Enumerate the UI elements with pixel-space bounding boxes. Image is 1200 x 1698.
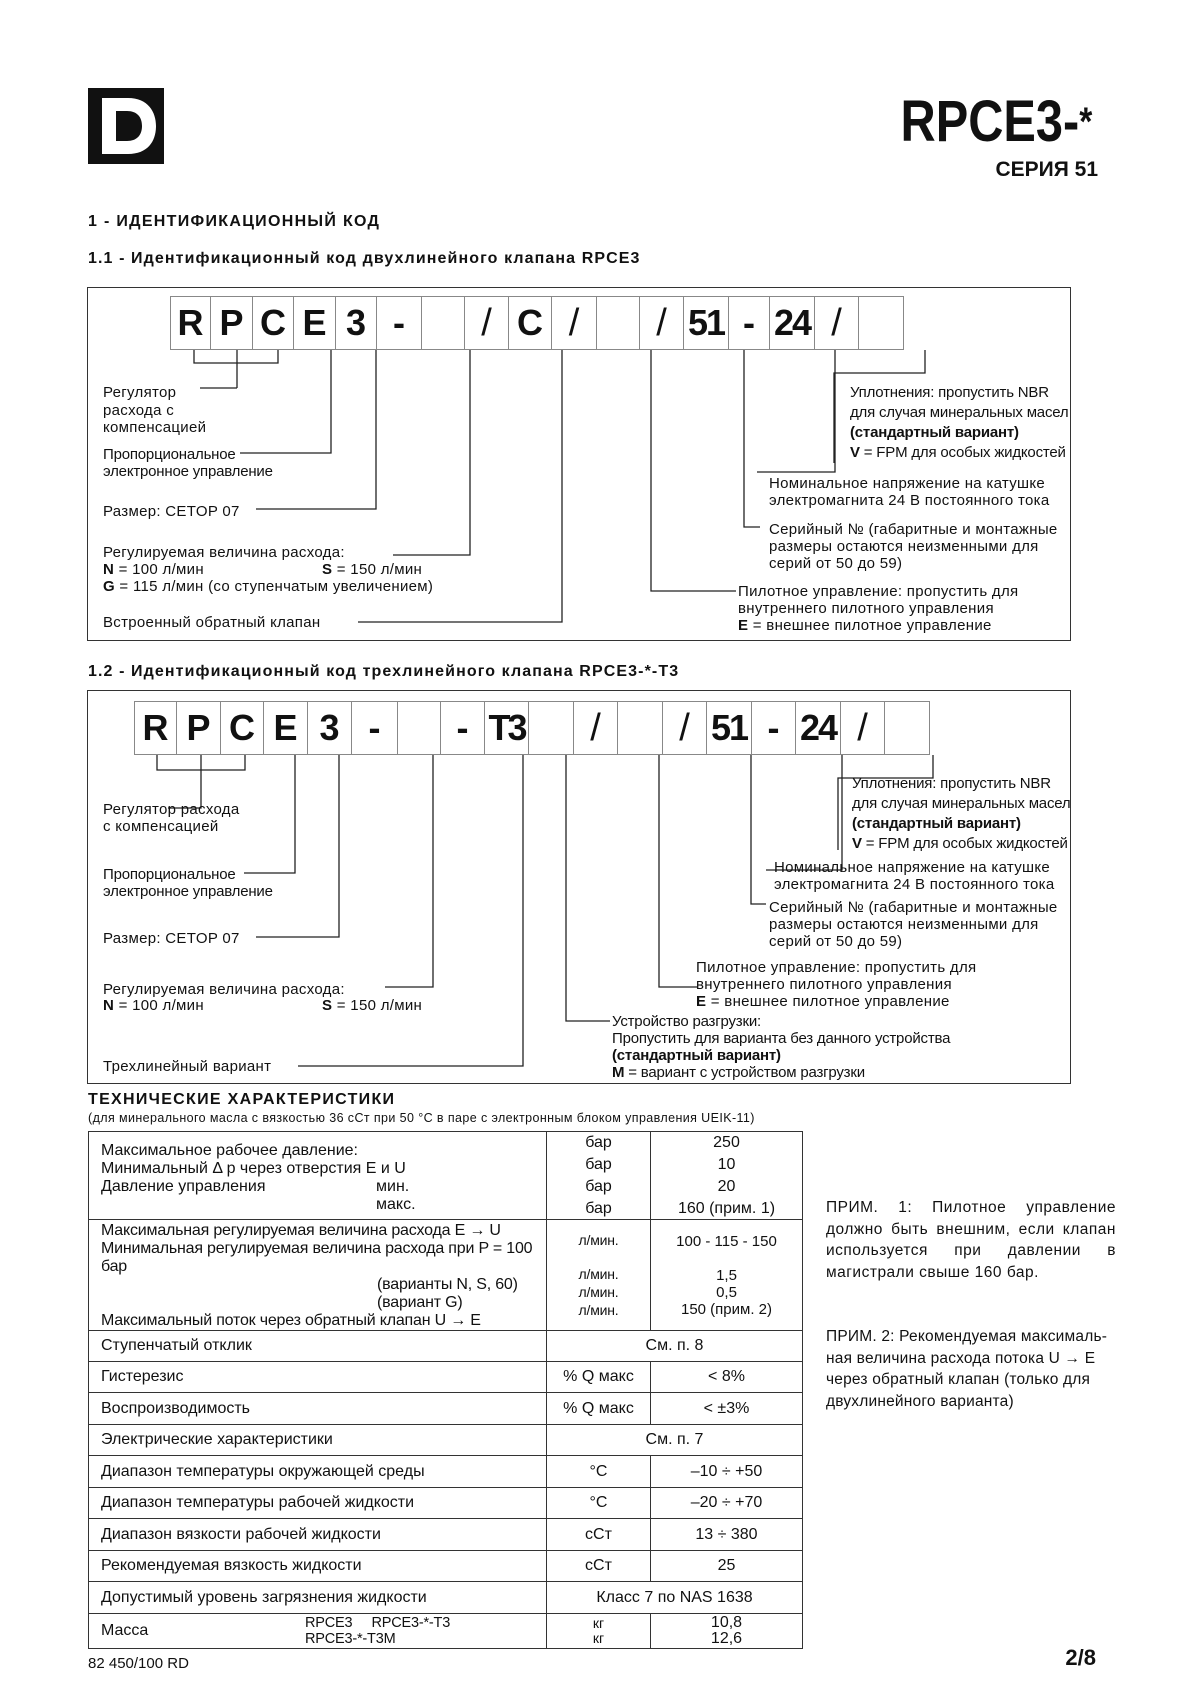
table-row	[89, 1488, 803, 1519]
label-pilot-e: E = внешнее пилотное управление	[738, 617, 992, 634]
label-serial: Серийный № (габаритные и монтажные	[769, 521, 1058, 538]
table-row	[89, 1393, 803, 1425]
label-serial: серий от 50 до 59)	[769, 933, 903, 950]
label-regulator-line: расхода с	[103, 402, 174, 419]
label-seals: для случая минеральных масел	[850, 404, 1069, 421]
section-title: 1 - ИДЕНТИФИКАЦИОННЫЙ КОД	[88, 213, 381, 230]
param-cell: Диапазон вязкости рабочей жидкости	[89, 1519, 547, 1551]
code-cell: 51	[706, 701, 752, 755]
label-flow-n: N = 100 л/мин	[103, 997, 204, 1014]
label-seals: для случая минеральных масел	[852, 795, 1071, 812]
label-unload-standard: (стандартный вариант)	[612, 1047, 781, 1064]
code-cell: 24	[795, 701, 841, 755]
unit-cell: % Q макс	[547, 1393, 651, 1425]
label-proportional: Пропорциональное	[103, 446, 236, 463]
merged-value-cell: См. п. 7	[547, 1425, 803, 1456]
label-three-way: Трехлинейный вариант	[103, 1058, 272, 1075]
param-cell: Рекомендуемая вязкость жидкости	[89, 1551, 547, 1582]
label-voltage: Номинальное напряжение на катушке	[769, 475, 1046, 492]
code-cell: C	[508, 296, 552, 350]
table-row	[89, 1331, 803, 1362]
code-cell: -	[751, 701, 796, 755]
label-voltage: электромагнита 24 В постоянного тока	[774, 876, 1055, 893]
unit-cell: сСт	[547, 1551, 651, 1582]
code-cell: 3	[307, 701, 352, 755]
tech-subtitle: (для минерального масла с вязкостью 36 сСт при 50 °C в паре с электронным блоком управления UEIK-11)	[88, 1111, 755, 1125]
table-row	[89, 1220, 803, 1331]
code-cell: T3	[484, 701, 529, 755]
mass-variant: RPCE3-*-T3M	[305, 1631, 396, 1647]
page-number: 2/8	[1065, 1645, 1096, 1670]
code-cell: R	[134, 701, 177, 755]
label-seals: Уплотнения: пропустить NBR	[852, 775, 1051, 792]
series-label: СЕРИЯ 51	[995, 158, 1098, 181]
label-pilot: внутреннего пилотного управления	[738, 600, 994, 617]
code-cell: P	[210, 296, 253, 350]
param-cell: Ступенчатый отклик	[89, 1331, 547, 1362]
param-text: Минимальный Δ p через отверстия E и U	[101, 1159, 406, 1177]
table-row	[89, 1425, 803, 1456]
param-text: макс.	[376, 1195, 416, 1213]
label-serial: серий от 50 до 59)	[769, 555, 903, 572]
label-unload: Пропустить для варианта без данного устройства	[612, 1030, 951, 1047]
param-cell: Допустимый уровень загрязнения жидкости	[89, 1582, 547, 1614]
param-cell	[89, 1132, 547, 1220]
label-serial: размеры остаются неизменными для	[769, 538, 1039, 555]
value-cell: –20 ÷ +70	[651, 1488, 803, 1519]
mass-label: Масса	[101, 1622, 149, 1639]
code-cell: /	[551, 296, 597, 350]
code-cell: 24	[769, 296, 815, 350]
param-text: Максимальное рабочее давление:	[101, 1141, 358, 1159]
table-row	[89, 1362, 803, 1393]
param-cell: Электрические характеристики	[89, 1425, 547, 1456]
label-unload-m: M = вариант с устройством разгрузки	[612, 1064, 865, 1081]
label-flow-title: Регулируемая величина расхода:	[103, 544, 345, 561]
table-row	[89, 1582, 803, 1614]
value-cell: 250 10 20 160 (прим. 1)	[651, 1132, 803, 1220]
note-1: ПРИМ. 1: Пилотное управление должно быть внешним, если клапан используется при давлении в магистрали свыше 160 бар.	[826, 1199, 1116, 1281]
param-cell	[89, 1614, 547, 1649]
param-text: Давление управления мин.	[101, 1177, 410, 1195]
unit-cell: сСт	[547, 1519, 651, 1551]
param-cell: Воспроизводимость	[89, 1393, 547, 1425]
label-proportional: Пропорциональное	[103, 866, 236, 883]
value-cell: 100 - 115 - 150 1,5 0,5 150 (прим. 2)	[651, 1220, 803, 1331]
table-row	[89, 1456, 803, 1488]
mass-variant: RPCE3 RPCE3-*-T3	[305, 1615, 451, 1631]
merged-value-cell: Класс 7 по NAS 1638	[547, 1582, 803, 1614]
label-check-valve: Встроенный обратный клапан	[103, 614, 321, 631]
table-row	[89, 1519, 803, 1551]
label-seals-standard: (стандартный вариант)	[850, 424, 1019, 441]
tech-title: ТЕХНИЧЕСКИЕ ХАРАКТЕРИСТИКИ	[88, 1091, 396, 1108]
code-cell: E	[293, 296, 336, 350]
label-regulator-line: Регулятор	[103, 384, 177, 401]
unit-cell: °C	[547, 1456, 651, 1488]
label-proportional: электронное управление	[103, 883, 273, 900]
code-cell: C	[220, 701, 264, 755]
label-flow-n: N = 100 л/мин	[103, 561, 204, 578]
label-regulator-line: компенсацией	[103, 419, 207, 436]
label-serial: Серийный № (габаритные и монтажные	[769, 899, 1058, 916]
code-cell: /	[573, 701, 618, 755]
label-unload: Устройство разгрузки:	[612, 1013, 761, 1030]
label-seals-standard: (стандартный вариант)	[852, 815, 1021, 832]
value-cell: 25	[651, 1551, 803, 1582]
param-cell: Гистерезис	[89, 1362, 547, 1393]
unit-cell: % Q макс	[547, 1362, 651, 1393]
label-voltage: Номинальное напряжение на катушке	[774, 859, 1051, 876]
label-pilot: Пилотное управление: пропустить для	[738, 583, 1019, 600]
label-pilot: Пилотное управление: пропустить для	[696, 959, 977, 976]
label-regulator-line: с компенсацией	[103, 818, 219, 835]
code-cell: /	[639, 296, 684, 350]
label-seals-v: V = FPM для особых жидкостей	[850, 444, 1066, 461]
unit-cell: кг кг	[547, 1614, 651, 1649]
label-flow-g: G = 115 л/мин (со ступенчатым увеличением)	[103, 578, 434, 595]
label-serial: размеры остаются неизменными для	[769, 916, 1039, 933]
param-cell: Диапазон температуры окружающей среды	[89, 1456, 547, 1488]
label-seals-v: V = FPM для особых жидкостей	[852, 835, 1068, 852]
label-regulator-line: Регулятор расхода	[103, 801, 240, 818]
unit-cell: л/мин. л/мин. л/мин. л/мин.	[547, 1220, 651, 1331]
label-size: Размер: CETOP 07	[103, 503, 240, 520]
label-voltage: электромагнита 24 В постоянного тока	[769, 492, 1050, 509]
merged-value-cell: См. п. 8	[547, 1331, 803, 1362]
tech-table	[88, 1131, 803, 1649]
value-cell: < 8%	[651, 1362, 803, 1393]
value-cell: < ±3%	[651, 1393, 803, 1425]
code-cell: R	[170, 296, 211, 350]
code-cell: -	[440, 701, 485, 755]
label-flow-title: Регулируемая величина расхода:	[103, 981, 345, 998]
subsection-2-title: 1.2 - Идентификационный код трехлинейного клапана RPCE3-*-T3	[88, 663, 680, 680]
document-title: RPCE3-*	[900, 89, 1092, 154]
label-flow-s: S = 150 л/мин	[322, 997, 423, 1014]
code-cell: E	[263, 701, 308, 755]
code-cell: C	[252, 296, 294, 350]
label-proportional: электронное управление	[103, 463, 273, 480]
code-cell: P	[176, 701, 221, 755]
title-star: *	[1078, 100, 1092, 144]
label-pilot-e: E = внешнее пилотное управление	[696, 993, 950, 1010]
table-row	[89, 1132, 803, 1220]
code-cell: 51	[683, 296, 729, 350]
code-cell: /	[814, 296, 859, 350]
value-cell: –10 ÷ +50	[651, 1456, 803, 1488]
label-size: Размер: CETOP 07	[103, 930, 240, 947]
value-cell: 13 ÷ 380	[651, 1519, 803, 1551]
label-pilot: внутреннего пилотного управления	[696, 976, 952, 993]
subsection-1-title: 1.1 - Идентификационный код двухлинейного клапана RPCE3	[88, 250, 641, 267]
document-number: 82 450/100 RD	[88, 1655, 189, 1672]
unit-cell: °C	[547, 1488, 651, 1519]
code-cell: -	[728, 296, 770, 350]
code-cell: -	[351, 701, 398, 755]
code-cell: -	[376, 296, 422, 350]
table-row	[89, 1614, 803, 1649]
code-cell: /	[464, 296, 509, 350]
label-flow-s: S = 150 л/мин	[322, 561, 423, 578]
code-cell: /	[840, 701, 885, 755]
param-cell: Диапазон температуры рабочей жидкости	[89, 1488, 547, 1519]
value-cell: 10,8 12,6	[651, 1614, 803, 1649]
param-cell: Максимальная регулируемая величина расхода E → U Минимальная регулируемая величина расхода при P = 100 бар (варианты N, S, 60) (вариант G) Максимальный поток через обратный клапан U → E	[89, 1220, 547, 1331]
code-cell: /	[662, 701, 707, 755]
unit-cell: бар бар бар бар	[547, 1132, 651, 1220]
table-row	[89, 1551, 803, 1582]
label-seals: Уплотнения: пропустить NBR	[850, 384, 1049, 401]
code-cell: 3	[335, 296, 377, 350]
note-2: ПРИМ. 2: Рекомендуемая максималь-ная величина расхода потока U → E через обратный клапан (только для двухлинейного варианта)	[826, 1328, 1108, 1410]
